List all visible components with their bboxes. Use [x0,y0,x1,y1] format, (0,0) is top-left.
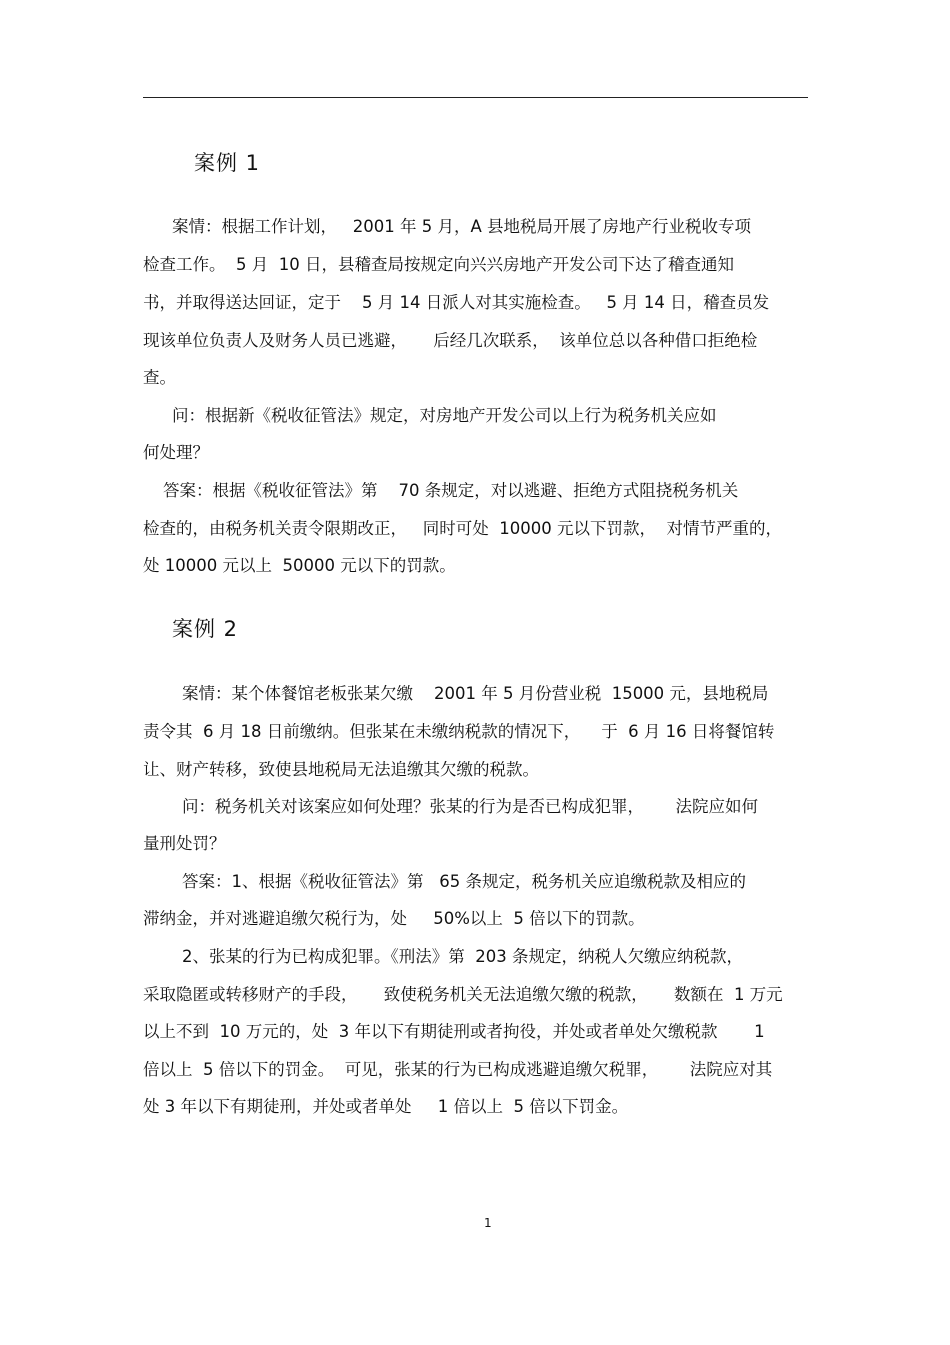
case-1-question-line: 问：根据新《税收征管法》规定，对房地产开发公司以上行为税务机关应如 [172,406,717,425]
case-2-answer-line: 采取隐匿或转移财产的手段， 致使税务机关无法追缴欠缴的税款， 数额在 1 万元 [143,985,783,1004]
case-2-answer-line: 滞纳金，并对逃避追缴欠税行为，处 50%以上 5 倍以下的罚款。 [143,909,645,928]
case-2-answer-line: 答案：1、根据《税收征管法》第 65 条规定，税务机关应追缴税款及相应的 [182,872,746,891]
case-2-facts-line: 责令其 6 月 18 日前缴纳。但张某在未缴纳税款的情况下， 于 6 月 16 日将餐馆转 [143,722,775,741]
case-2-answer-line: 以上不到 10 万元的，处 3 年以下有期徒刑或者拘役，并处或者单处欠缴税款 1 [143,1022,765,1041]
case-1-answer-line: 检查的，由税务机关责令限期改正， 同时可处 10000 元以下罚款， 对情节严重的， [143,519,782,538]
case-1-facts-line: 案情：根据工作计划， 2001 年 5 月，A 县地税局开展了房地产行业税收专项 [172,217,751,236]
case-1-facts-line: 检查工作。 5 月 10 日，县稽查局按规定向兴兴房地产开发公司下达了稽查通知 [143,255,734,274]
case-1-facts-line: 现该单位负责人及财务人员已逃避， 后经几次联系， 该单位总以各种借口拒绝检 [143,331,758,350]
case-1-answer-line: 答案：根据《税收征管法》第 70 条规定，对以逃避、拒绝方式阻挠税务机关 [163,481,739,500]
case-1-title: 案例 1 [194,151,261,175]
case-2-answer-line: 倍以上 5 倍以下的罚金。 可见，张某的行为已构成逃避追缴欠税罪， 法院应对其 [143,1060,773,1079]
page-number: 1 [484,1216,492,1230]
case-2-question-line: 量刑处罚？ [143,834,226,853]
case-1-answer-line: 处 10000 元以上 50000 元以下的罚款。 [143,556,456,575]
case-1-facts-line: 查。 [143,368,176,387]
case-1-question-line: 何处理？ [143,443,209,462]
case-2-facts-line: 让、财产转移，致使县地税局无法追缴其欠缴的税款。 [143,760,539,779]
case-2-facts-line: 案情：某个体餐馆老板张某欠缴 2001 年 5 月份营业税 15000 元，县地税局 [182,684,769,703]
case-2-question-line: 问：税务机关对该案应如何处理？张某的行为是否已构成犯罪， 法院应如何 [182,797,758,816]
case-2-answer-line: 2、张某的行为已构成犯罪。《刑法》第 203 条规定，纳税人欠缴应纳税款， [182,947,743,966]
case-2-title: 案例 2 [172,617,239,641]
case-1-facts-line: 书，并取得送达回证，定于 5 月 14 日派人对其实施检查。 5 月 14 日，稽查员发 [143,293,770,312]
header-rule [143,97,808,98]
case-2-answer-line: 处 3 年以下有期徒刑，并处或者单处 1 倍以上 5 倍以下罚金。 [143,1097,629,1116]
